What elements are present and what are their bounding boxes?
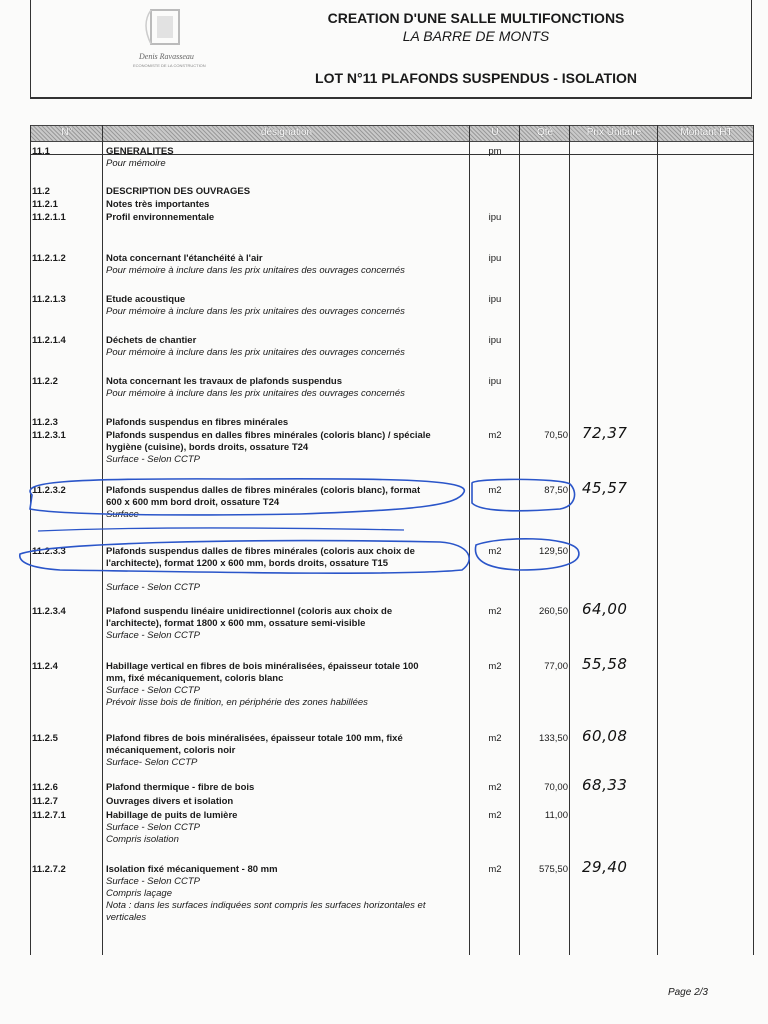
item-designation bbox=[106, 253, 466, 277]
designation-line: l'architecte), format 1200 x 600 mm, bords droits, ossature T15 bbox=[106, 558, 389, 569]
item-unit: ipu bbox=[488, 212, 502, 223]
item-unit: m2 bbox=[488, 733, 502, 744]
item-number: 11.2.3.4 bbox=[32, 606, 66, 617]
designation-line: Isolation fixé mécaniquement - 80 mm bbox=[106, 864, 278, 875]
handwritten-unit-price: 64,00 bbox=[582, 600, 628, 618]
project-location: LA BARRE DE MONTS bbox=[402, 28, 550, 44]
svg-text:ECONOMISTE DE LA CONSTRUCTION: ECONOMISTE DE LA CONSTRUCTION bbox=[133, 63, 206, 68]
item-number: 11.2.1.3 bbox=[32, 294, 66, 305]
designation-line: Prévoir lisse bois de finition, en périphérie des zones habillées bbox=[106, 697, 368, 708]
designation-line: hygiène (cuisine), bords droits, ossature T24 bbox=[106, 442, 309, 453]
designation-line: Surface - Selon CCTP bbox=[106, 685, 200, 696]
item-designation bbox=[106, 810, 466, 846]
item-designation bbox=[106, 733, 466, 769]
svg-text:Denis Ravasseau: Denis Ravasseau bbox=[139, 52, 194, 61]
designation-line: Surface - Selon CCTP bbox=[106, 822, 200, 833]
col-header-unit: U bbox=[491, 127, 499, 138]
item-quantity: 70,00 bbox=[544, 782, 568, 793]
item-quantity: 77,00 bbox=[544, 661, 568, 672]
designation-line: Plafonds suspendus dalles de fibres minérales (coloris blanc), format bbox=[106, 485, 421, 496]
handwritten-unit-price: 55,58 bbox=[582, 655, 628, 673]
project-title: CREATION D'UNE SALLE MULTIFONCTIONS bbox=[327, 10, 625, 26]
designation-line: Profil environnementale bbox=[106, 212, 215, 223]
designation-line: Pour mémoire à inclure dans les prix unitaires des ouvrages concernés bbox=[106, 306, 405, 317]
designation-line: Compris isolation bbox=[106, 834, 179, 845]
handwritten-unit-price: 29,40 bbox=[582, 858, 628, 876]
item-designation bbox=[106, 606, 466, 642]
item-number: 11.2.3.1 bbox=[32, 430, 66, 441]
item-unit: m2 bbox=[488, 810, 502, 821]
item-designation bbox=[106, 782, 466, 794]
col-divider bbox=[102, 125, 103, 955]
col-divider bbox=[30, 125, 31, 955]
document-header bbox=[30, 0, 752, 99]
item-unit: ipu bbox=[488, 294, 502, 305]
handwritten-unit-price: 72,37 bbox=[582, 424, 628, 442]
item-designation bbox=[106, 146, 466, 170]
designation-line: Pour mémoire bbox=[106, 158, 166, 169]
designation-line: Habillage vertical en fibres de bois minéralisées, épaisseur totale 100 bbox=[106, 661, 419, 672]
designation-line: l'architecte), format 1800 x 600 mm, ossature semi-visible bbox=[106, 618, 366, 629]
designation-line: Surface- Selon CCTP bbox=[106, 757, 198, 768]
designation-line: Plafonds suspendus en fibres minérales bbox=[106, 417, 289, 428]
company-logo bbox=[81, 4, 206, 70]
item-designation bbox=[106, 430, 466, 466]
designation-line: 600 x 600 mm bord droit, ossature T24 bbox=[106, 497, 280, 508]
designation-line: Surface bbox=[106, 509, 139, 520]
item-number: 11.1 bbox=[32, 146, 50, 157]
item-number: 11.2.4 bbox=[32, 661, 58, 672]
item-designation bbox=[106, 864, 466, 924]
item-designation bbox=[106, 199, 466, 211]
item-designation bbox=[106, 335, 466, 359]
designation-line: Notes très importantes bbox=[106, 199, 210, 210]
item-number: 11.2.5 bbox=[32, 733, 58, 744]
item-unit: ipu bbox=[488, 335, 502, 346]
item-designation bbox=[106, 212, 466, 224]
item-number: 11.2.1.4 bbox=[32, 335, 66, 346]
col-header-number: N° bbox=[61, 127, 73, 138]
item-number: 11.2.7.1 bbox=[32, 810, 66, 821]
designation-line: DESCRIPTION DES OUVRAGES bbox=[106, 186, 251, 197]
handwritten-unit-price: 60,08 bbox=[582, 727, 628, 745]
designation-line: Nota concernant l'étanchéité à l'air bbox=[106, 253, 263, 264]
designation-line: Habillage de puits de lumière bbox=[106, 810, 238, 821]
col-header-unit-price: Prix Unitaire bbox=[586, 127, 642, 138]
item-unit: m2 bbox=[488, 661, 502, 672]
item-quantity: 575,50 bbox=[538, 864, 568, 875]
item-quantity: 129,50 bbox=[538, 546, 568, 557]
item-quantity: 133,50 bbox=[538, 733, 568, 744]
item-unit: m2 bbox=[488, 606, 502, 617]
item-number: 11.2.1.2 bbox=[32, 253, 66, 264]
designation-line: Plafond suspendu linéaire unidirectionnel (coloris aux choix de bbox=[106, 606, 393, 617]
col-header-amount: Montant HT bbox=[680, 127, 733, 138]
designation-line: Nota concernant les travaux de plafonds suspendus bbox=[106, 376, 342, 387]
item-number: 11.2.1 bbox=[32, 199, 58, 210]
item-designation bbox=[106, 661, 466, 709]
item-designation bbox=[106, 546, 466, 594]
item-unit: ipu bbox=[488, 376, 502, 387]
handwritten-unit-price: 68,33 bbox=[582, 776, 628, 794]
item-quantity: 11,00 bbox=[544, 810, 568, 821]
item-designation bbox=[106, 294, 466, 318]
item-number: 11.2.3 bbox=[32, 417, 58, 428]
col-divider bbox=[753, 125, 754, 955]
designation-line: Compris laçage bbox=[106, 888, 172, 899]
item-number: 11.2.3.2 bbox=[32, 485, 66, 496]
designation-line: mécaniquement, coloris noir bbox=[106, 745, 236, 756]
col-header-quantity: Qté bbox=[536, 127, 554, 138]
designation-line: Déchets de chantier bbox=[106, 335, 197, 346]
item-number: 11.2 bbox=[32, 186, 50, 197]
item-unit: m2 bbox=[488, 485, 502, 496]
item-unit: m2 bbox=[488, 782, 502, 793]
col-divider bbox=[519, 125, 520, 955]
designation-line: Surface - Selon CCTP bbox=[106, 876, 200, 887]
designation-line: verticales bbox=[106, 912, 147, 923]
item-number: 11.2.7.2 bbox=[32, 864, 66, 875]
item-designation bbox=[106, 796, 466, 808]
page-number: Page 2/3 bbox=[667, 987, 708, 998]
designation-line: Pour mémoire à inclure dans les prix unitaires des ouvrages concernés bbox=[106, 388, 405, 399]
item-designation bbox=[106, 485, 466, 521]
item-unit: ipu bbox=[488, 253, 502, 264]
item-unit: m2 bbox=[488, 864, 502, 875]
item-designation bbox=[106, 186, 466, 198]
item-number: 11.2.6 bbox=[32, 782, 58, 793]
item-number: 11.2.3.3 bbox=[32, 546, 66, 557]
designation-line: Pour mémoire à inclure dans les prix unitaires des ouvrages concernés bbox=[106, 265, 405, 276]
item-unit: m2 bbox=[488, 430, 502, 441]
table-header bbox=[30, 125, 754, 142]
handwritten-unit-price: 45,57 bbox=[582, 479, 628, 497]
quantity-table bbox=[30, 125, 754, 960]
col-divider bbox=[657, 125, 658, 955]
item-number: 11.2.2 bbox=[32, 376, 58, 387]
designation-line: Etude acoustique bbox=[106, 294, 186, 305]
designation-line bbox=[106, 570, 466, 582]
item-quantity: 87,50 bbox=[544, 485, 568, 496]
designation-line: Surface - Selon CCTP bbox=[106, 454, 200, 465]
item-number: 11.2.1.1 bbox=[32, 212, 66, 223]
col-header-designation: désignation bbox=[260, 127, 313, 138]
designation-line: Pour mémoire à inclure dans les prix unitaires des ouvrages concernés bbox=[106, 347, 405, 358]
designation-line: Surface - Selon CCTP bbox=[106, 630, 200, 641]
col-divider bbox=[569, 125, 570, 955]
designation-line: Plafonds suspendus en dalles fibres minérales (coloris blanc) / spéciale bbox=[106, 430, 431, 441]
item-number: 11.2.7 bbox=[32, 796, 58, 807]
lot-title: LOT N°11 PLAFONDS SUSPENDUS - ISOLATION bbox=[315, 70, 637, 86]
designation-line: Ouvrages divers et isolation bbox=[106, 796, 234, 807]
item-unit: m2 bbox=[488, 546, 502, 557]
designation-line: Plafond fibres de bois minéralisées, épaisseur totale 100 mm, fixé bbox=[106, 733, 403, 744]
designation-line: Surface - Selon CCTP bbox=[106, 582, 200, 593]
designation-line: Plafond thermique - fibre de bois bbox=[106, 782, 255, 793]
item-quantity: 70,50 bbox=[544, 430, 568, 441]
item-designation bbox=[106, 376, 466, 400]
item-designation bbox=[106, 417, 466, 429]
item-quantity: 260,50 bbox=[538, 606, 568, 617]
designation-line: GENERALITES bbox=[106, 146, 174, 157]
designation-line: Nota : dans les surfaces indiquées sont compris les surfaces horizontales et bbox=[106, 900, 426, 911]
col-divider bbox=[469, 125, 470, 955]
designation-line: mm, fixé mécaniquement, coloris blanc bbox=[106, 673, 284, 684]
designation-line: Plafonds suspendus dalles de fibres minérales (coloris aux choix de bbox=[106, 546, 415, 557]
item-unit: pm bbox=[488, 146, 502, 157]
